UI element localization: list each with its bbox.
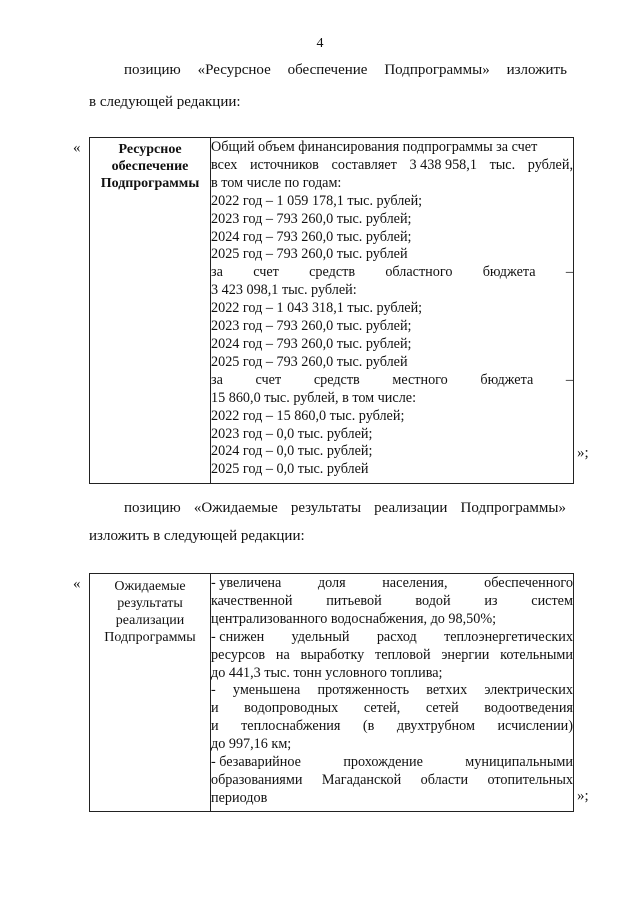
word: «Ресурсное xyxy=(197,62,271,78)
word: обеспечение xyxy=(287,62,368,78)
word: протяженность xyxy=(317,682,410,699)
content-line xyxy=(211,575,573,593)
word: – xyxy=(565,371,573,388)
content-line xyxy=(211,700,573,718)
label-line: Подпрограммы xyxy=(100,176,200,191)
table2-open-quote: « xyxy=(73,576,81,592)
content-line: 2023 год – 0,0 тыс. рублей; xyxy=(211,425,373,442)
content-line: 2025 год – 793 260,0 тыс. рублей xyxy=(211,246,408,263)
word: областного xyxy=(385,264,453,281)
label-line: Ресурсное xyxy=(118,142,182,157)
word: сетей xyxy=(425,700,459,717)
word: средств xyxy=(309,264,356,281)
content-line xyxy=(211,593,573,611)
word: муниципальными xyxy=(465,754,573,771)
word: прохождение xyxy=(343,754,423,771)
content-line xyxy=(211,647,573,665)
word: 3 438 958,1 xyxy=(409,156,477,173)
content-line: 2022 год – 1 043 318,1 тыс. рублей; xyxy=(211,300,423,317)
word: удельный xyxy=(291,628,350,645)
word: средств xyxy=(313,371,360,388)
content-line: 2024 год – 0,0 тыс. рублей; xyxy=(211,443,373,460)
label-line: Ожидаемые xyxy=(114,579,186,594)
word: на xyxy=(275,646,290,663)
word: систем xyxy=(531,592,573,609)
word: Подпрограммы» xyxy=(384,62,490,78)
content-line: 2022 год – 1 059 178,1 тыс. рублей; xyxy=(211,192,423,209)
word: местного xyxy=(392,371,448,388)
word: результаты xyxy=(290,500,362,516)
results-content-cell xyxy=(211,574,574,812)
content-line: 2025 год – 0,0 тыс. рублей xyxy=(211,461,369,478)
table1-open-quote: « xyxy=(73,140,81,156)
word: доля xyxy=(317,575,346,591)
content-line xyxy=(211,372,573,390)
word: за xyxy=(211,264,223,281)
content-line: 2024 год – 793 260,0 тыс. рублей; xyxy=(211,228,412,245)
word: теплоснабжения xyxy=(241,718,341,735)
word: бюджета xyxy=(480,371,534,388)
word: счет xyxy=(253,264,279,281)
content-line: 2025 год – 793 260,0 тыс. рублей xyxy=(211,353,408,370)
word: - xyxy=(211,682,216,699)
word: за xyxy=(211,371,223,388)
word: водопроводных xyxy=(244,700,339,717)
word: электрических xyxy=(484,682,573,699)
word: питьевой xyxy=(326,592,382,609)
word: области xyxy=(420,771,469,788)
intro2-line2: изложить в следующей редакции: xyxy=(89,528,305,544)
results-label-cell xyxy=(90,574,211,812)
word: теплоэнергетических xyxy=(444,628,573,645)
word: счет xyxy=(255,371,282,388)
word: изложить xyxy=(506,62,567,78)
word: сетей, xyxy=(363,700,401,717)
content-line: до 441,3 тыс. тонн условного топлива; xyxy=(211,664,443,681)
word: из xyxy=(484,592,498,609)
content-line: 3 423 098,1 тыс. рублей: xyxy=(211,282,357,299)
content-line: 2022 год – 15 860,0 тыс. рублей; xyxy=(211,407,405,424)
word: тепловой xyxy=(375,646,431,663)
word: обеспеченного xyxy=(484,575,573,591)
word: Магаданской xyxy=(321,771,402,788)
content-line: централизованного водоснабжения, до 98,50%; xyxy=(211,610,497,627)
resource-table xyxy=(89,137,574,484)
label-line: Подпрограммы xyxy=(104,630,196,645)
word: позицию xyxy=(124,500,181,516)
content-line: 2023 год – 793 260,0 тыс. рублей; xyxy=(211,210,412,227)
word: - снижен xyxy=(211,628,265,645)
label-line: реализации xyxy=(115,613,185,628)
word: водоотведения xyxy=(484,700,573,717)
resource-label-cell xyxy=(90,138,211,484)
word: бюджета xyxy=(482,264,536,281)
table1-close-quote: »; xyxy=(577,445,589,461)
content-line: 2024 год – 793 260,0 тыс. рублей; xyxy=(211,335,412,352)
intro2-line1 xyxy=(124,500,566,517)
word: образованиями xyxy=(211,771,303,788)
word: расход xyxy=(376,628,417,645)
word: ветхих xyxy=(426,682,468,699)
label-line: результаты xyxy=(117,596,183,611)
word: позицию xyxy=(124,62,181,78)
content-line xyxy=(211,754,573,772)
word: двухтрубном xyxy=(396,718,475,735)
word: тыс. xyxy=(489,156,516,173)
content-line xyxy=(211,682,573,700)
content-line: 15 860,0 тыс. рублей, в том числе: xyxy=(211,389,417,406)
word: уменьшена xyxy=(232,682,301,699)
word: - увеличена xyxy=(211,575,282,591)
content-line: Общий объем финансирования подпрограммы за счет xyxy=(211,139,538,155)
word: реализации xyxy=(374,500,448,516)
content-line xyxy=(211,772,573,790)
word: выработку xyxy=(300,646,365,663)
results-table xyxy=(89,573,574,812)
word: - безаварийное xyxy=(211,754,301,771)
resource-content-cell xyxy=(211,138,574,484)
word: – xyxy=(565,264,573,281)
word: всех xyxy=(211,156,238,173)
word: составляет xyxy=(331,156,397,173)
label-line: обеспечение xyxy=(111,159,189,174)
content-line xyxy=(211,264,573,282)
word: «Ожидаемые xyxy=(193,500,278,516)
word: и xyxy=(211,700,219,717)
word: (в xyxy=(362,718,375,735)
word: и xyxy=(211,718,219,735)
table2-close-quote: »; xyxy=(577,788,589,804)
content-line: до 997,16 км; xyxy=(211,736,292,753)
content-line xyxy=(211,629,573,647)
word: отопительных xyxy=(487,771,573,788)
intro1-line2: в следующей редакции: xyxy=(89,94,241,110)
content-line: в том числе по годам: xyxy=(211,174,342,191)
word: источников xyxy=(249,156,319,173)
word: Подпрограммы» xyxy=(460,500,566,516)
word: населения, xyxy=(382,575,448,591)
word: исчислении) xyxy=(497,718,573,735)
page-number: 4 xyxy=(316,36,324,51)
word: энергии xyxy=(441,646,490,663)
intro1-line1 xyxy=(124,62,567,79)
word: рублей, xyxy=(527,156,573,173)
content-line: периодов xyxy=(211,789,268,806)
word: котельными xyxy=(500,646,573,663)
content-line: 2023 год – 793 260,0 тыс. рублей; xyxy=(211,318,412,335)
content-line xyxy=(211,718,573,736)
word: водой xyxy=(415,592,451,609)
word: качественной xyxy=(211,592,293,609)
word: ресурсов xyxy=(211,646,266,663)
content-line xyxy=(211,157,573,175)
